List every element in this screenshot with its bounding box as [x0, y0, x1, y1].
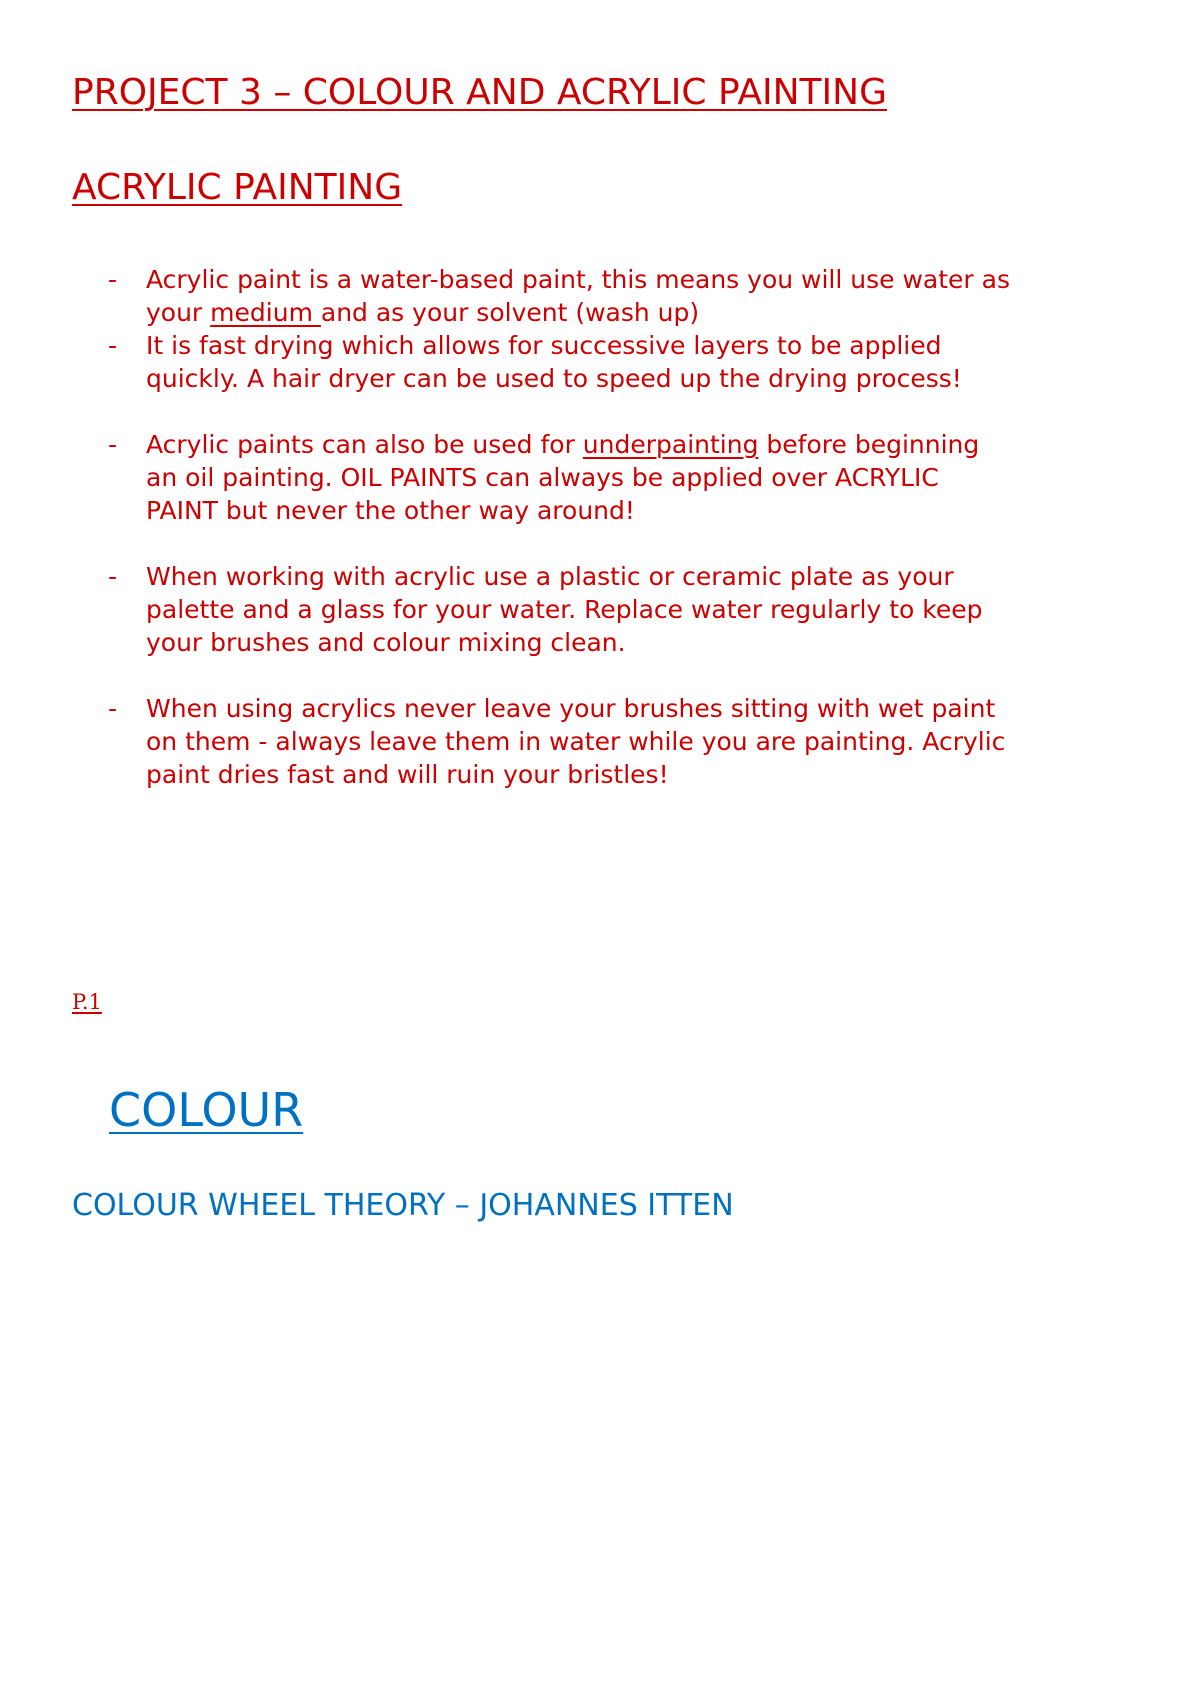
bullet-marker: - [108, 265, 118, 294]
bullet-marker: - [108, 694, 118, 723]
bullet-line: paint dries fast and will ruin your bristles! [146, 760, 669, 789]
section-heading-acrylic-painting: ACRYLIC PAINTING [72, 167, 403, 208]
bullet-text [146, 560, 1146, 659]
bullet-line: palette and a glass for your water. Replace water regularly to keep [146, 595, 983, 624]
bullet-line [146, 296, 1146, 329]
bullet-line: It is fast drying which allows for successive layers to be applied [146, 331, 942, 360]
page-number: P.1 [72, 990, 102, 1014]
bullet-marker: - [108, 562, 118, 591]
bullet-marker: - [108, 430, 118, 459]
bullet-line: quickly. A hair dryer can be used to speed up the drying process! [146, 364, 962, 393]
bullet-line: When working with acrylic use a plastic or ceramic plate as your [146, 562, 954, 591]
document-title: PROJECT 3 – COLOUR AND ACRYLIC PAINTING [72, 72, 887, 113]
section-heading-colour: COLOUR [109, 1083, 304, 1137]
subheading-colour-wheel-theory: COLOUR WHEEL THEORY – JOHANNES ITTEN [72, 1188, 734, 1223]
bullet-text [146, 329, 1146, 395]
bullet-line: an oil painting. OIL PAINTS can always be applied over ACRYLIC [146, 463, 939, 492]
text-run: before beginning [758, 430, 980, 459]
text-run: your [146, 298, 211, 327]
bullet-line [146, 428, 1146, 461]
bullet-text [146, 692, 1146, 791]
bullet-text [146, 428, 1146, 527]
bullet-line: on them - always leave them in water while you are painting. Acrylic [146, 727, 1006, 756]
bullet-line: PAINT but never the other way around! [146, 496, 635, 525]
bullet-line: When using acrylics never leave your brushes sitting with wet paint [146, 694, 996, 723]
underlined-term-underpainting: underpainting [582, 430, 759, 459]
text-run: Acrylic paints can also be used for [146, 430, 583, 459]
bullet-line: Acrylic paint is a water-based paint, this means you will use water as [146, 265, 1010, 294]
text-run: and as your solvent (wash up) [320, 298, 700, 327]
bullet-text [146, 263, 1146, 329]
bullet-line: your brushes and colour mixing clean. [146, 628, 626, 657]
bullet-marker: - [108, 331, 118, 360]
underlined-term-medium: medium [210, 298, 321, 327]
